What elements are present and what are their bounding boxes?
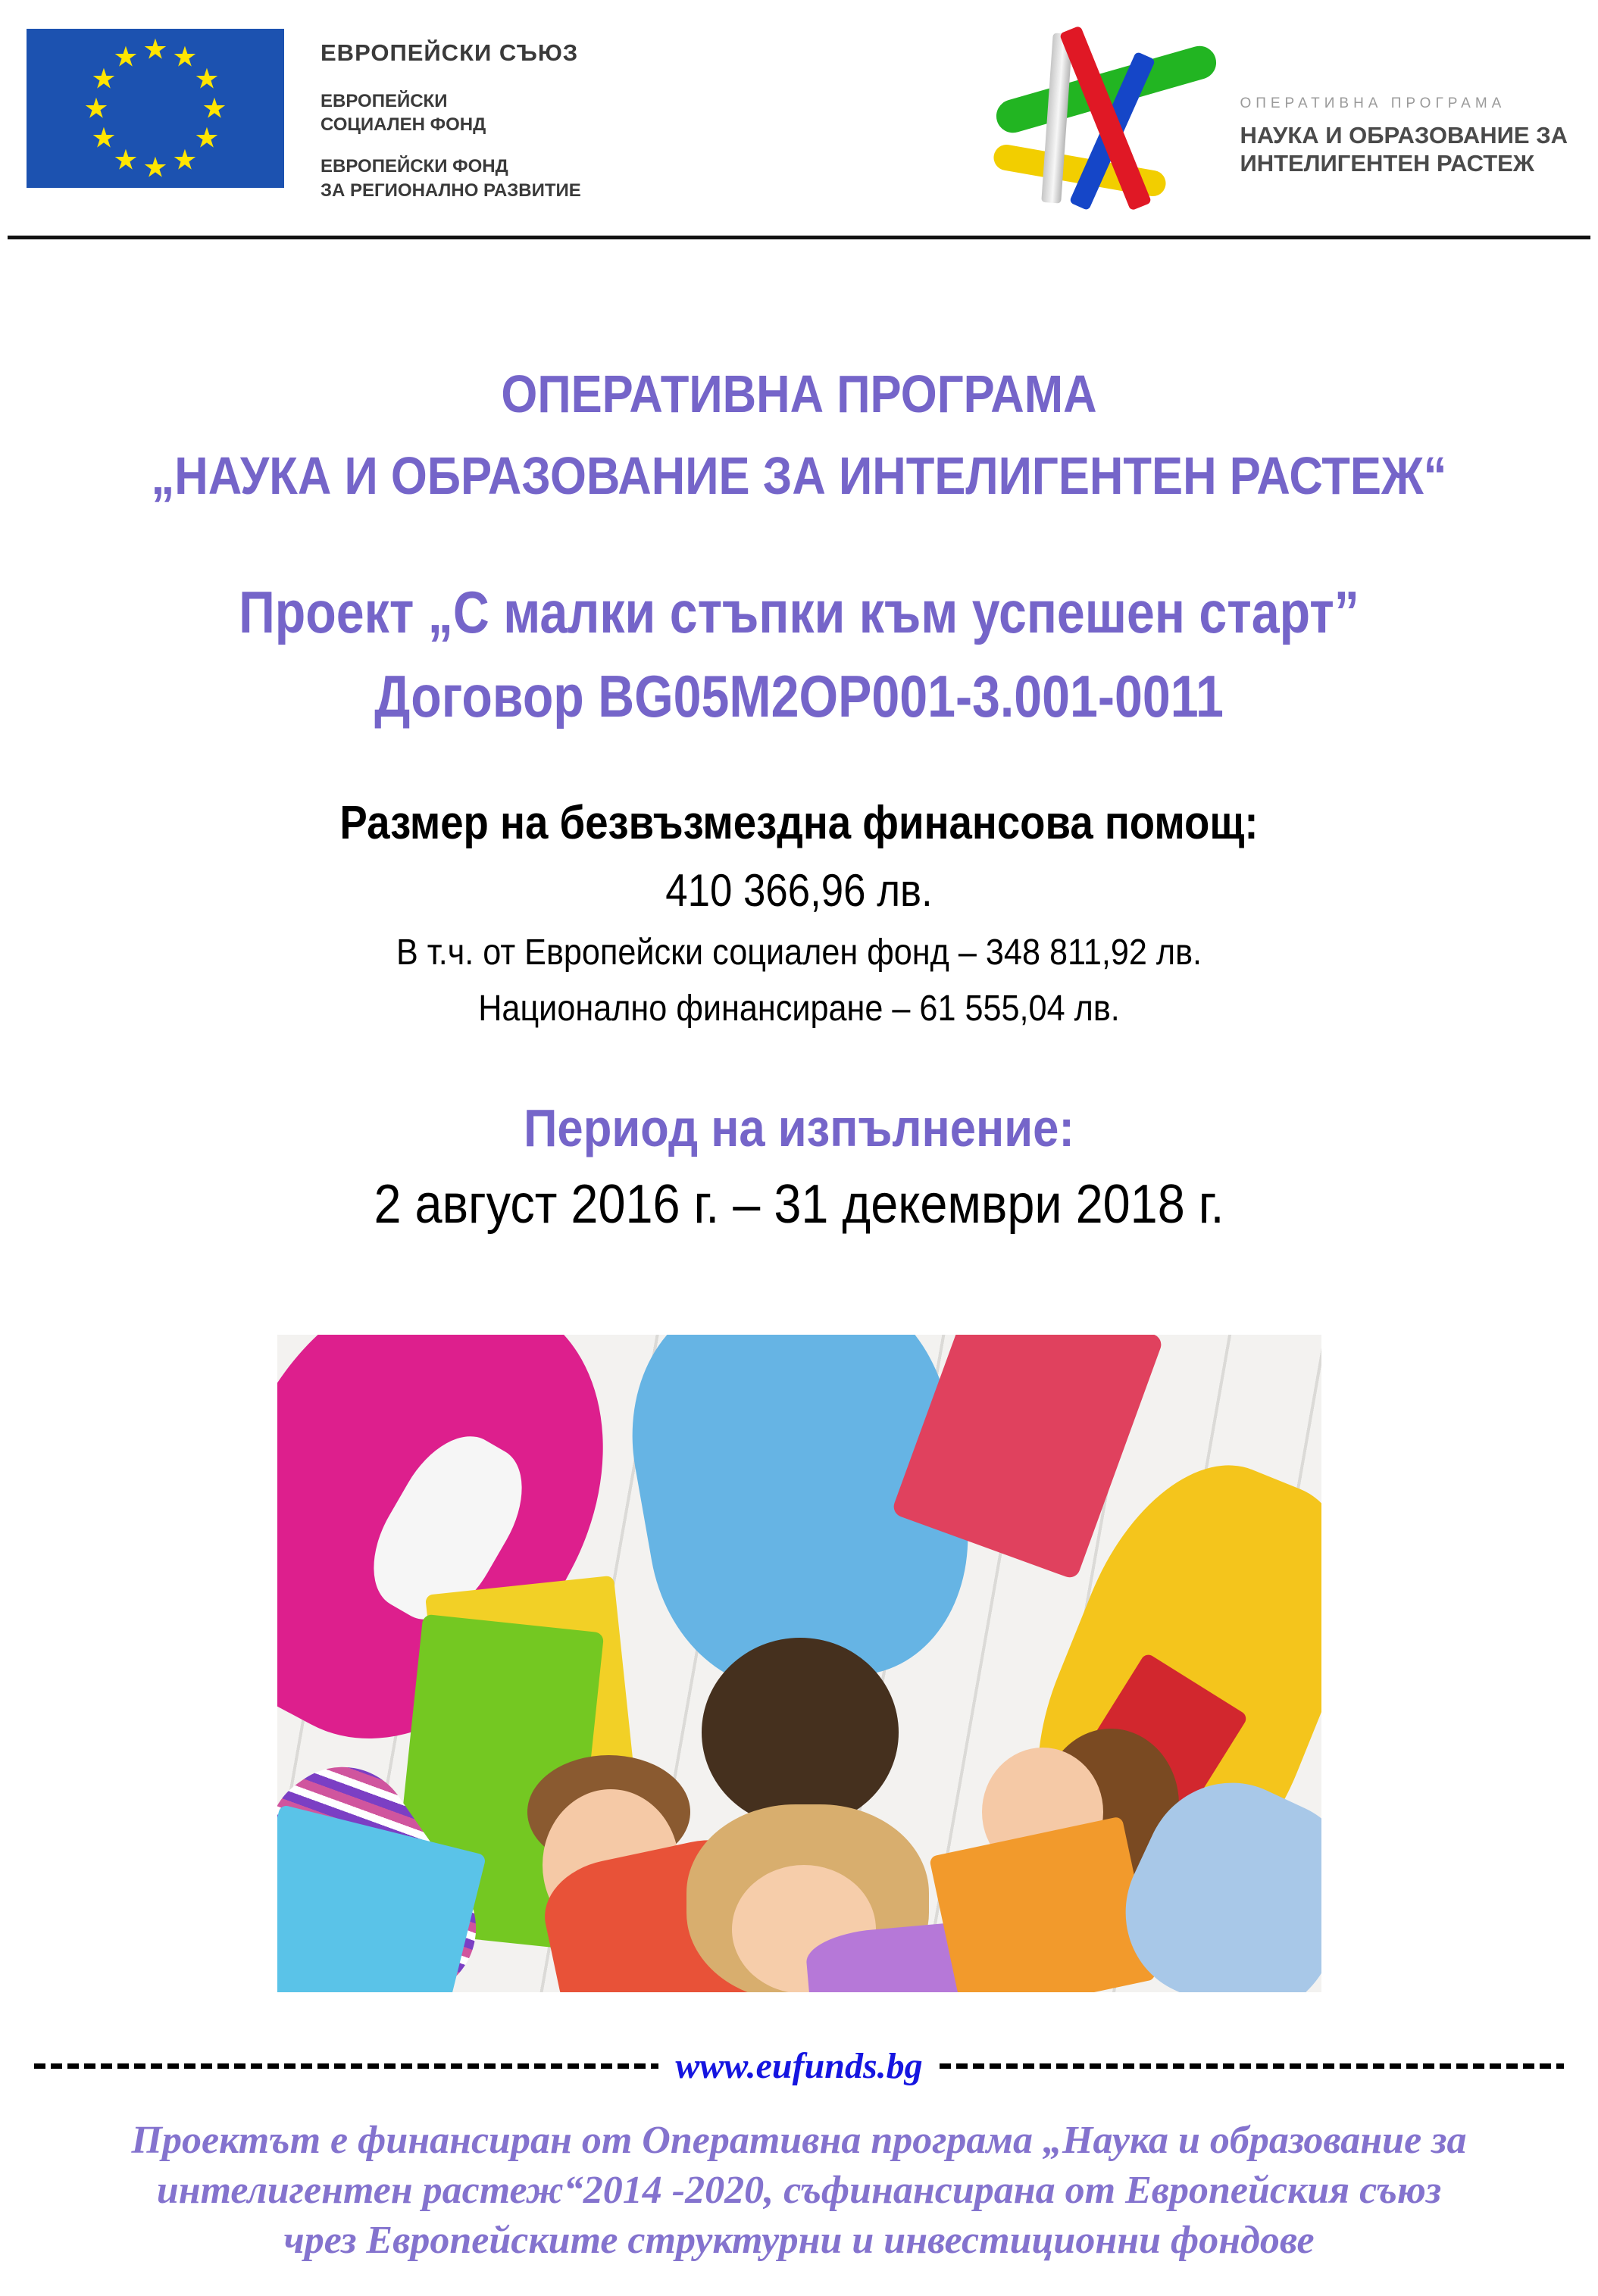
op-title-line1: НАУКА И ОБРАЗОВАНИЕ ЗА <box>1240 122 1568 148</box>
eu-logo-block <box>27 29 581 220</box>
star-icon: ★ <box>194 122 220 154</box>
photo-orange-book <box>928 1816 1156 1993</box>
page-title-line1: ОПЕРАТИВНА ПРОГРАМА <box>501 364 1097 423</box>
eu-flag <box>27 29 284 188</box>
star-icon: ★ <box>194 63 220 95</box>
eu-social-fund-line1: ЕВРОПЕЙСКИ <box>321 91 448 111</box>
period-heading: Период на изпълнение: <box>524 1098 1074 1157</box>
funding-note <box>0 2116 1598 2266</box>
funding-note-line2: интелигентен растеж“2014 -2020, съфинансирана от Европейския съюз <box>156 2169 1442 2213</box>
star-icon: ★ <box>172 41 198 73</box>
dashed-line-right <box>940 2063 1564 2069</box>
eufunds-link[interactable]: www.eufunds.bg <box>675 2046 923 2087</box>
eu-regional-fund-label <box>321 155 581 201</box>
photo-dark-hair <box>702 1638 899 1827</box>
op-logo-block <box>1002 29 1568 207</box>
star-icon: ★ <box>83 92 109 124</box>
period-dates: 2 август 2016 г. – 31 декември 2018 г. <box>374 1173 1224 1235</box>
eu-funds-labels <box>321 39 581 220</box>
project-heading <box>120 570 1478 739</box>
star-icon: ★ <box>113 41 139 73</box>
star-icon: ★ <box>91 63 117 95</box>
project-name: Проект „С малки стъпки към успешен старт” <box>239 578 1359 645</box>
header <box>0 0 1598 220</box>
eu-social-fund-line2: СОЦИАЛЕН ФОНД <box>321 114 486 136</box>
eu-social-fund-label <box>321 89 581 136</box>
star-icon: ★ <box>91 122 117 154</box>
op-title-line2: ИНТЕЛИГЕНТЕН РАСТЕЖ <box>1240 150 1534 177</box>
funding-note-line3: чрез Европейските структурни и инвестиционни фондове <box>283 2219 1315 2263</box>
eu-union-label: ЕВРОПЕЙСКИ СЪЮЗ <box>321 39 579 66</box>
grant-total-amount: 410 366,96 лв. <box>665 865 933 917</box>
star-icon: ★ <box>142 152 168 183</box>
header-divider <box>8 236 1590 239</box>
dashed-line-left <box>34 2063 658 2069</box>
star-icon: ★ <box>202 92 227 124</box>
project-contract: Договор BG05M2OP001-3.001-0011 <box>374 662 1224 729</box>
grant-national-amount: Национално финансиране – 61 555,04 лв. <box>478 989 1120 1029</box>
op-kicker-label: ОПЕРАТИВНА ПРОГРАМА <box>1240 95 1506 111</box>
grant-esf-amount: В т.ч. от Европейски социален фонд – 348 811,92 лв. <box>396 932 1202 973</box>
star-icon: ★ <box>172 144 198 176</box>
eu-regional-fund-line1: ЕВРОПЕЙСКИ ФОНД <box>321 156 508 177</box>
op-ribbons-icon <box>1002 29 1229 207</box>
page-title <box>96 353 1503 517</box>
eu-regional-fund-line2: ЗА РЕГИОНАЛНО РАЗВИТИЕ <box>321 180 581 201</box>
grant-heading: Размер на безвъзмездна финансова помощ: <box>339 797 1259 850</box>
star-icon: ★ <box>142 33 168 65</box>
grant-section <box>0 791 1598 1038</box>
page-title-line2: „НАУКА И ОБРАЗОВАНИЕ ЗА ИНТЕЛИГЕНТЕН РАСТЕЖ“ <box>151 446 1447 506</box>
op-logo-text <box>1240 95 1568 177</box>
funding-note-line1: Проектът е финансиран от Оперативна програма „Наука и образование за <box>131 2119 1467 2163</box>
children-photo <box>277 1335 1321 1992</box>
footer-separator <box>34 2045 1564 2087</box>
star-icon: ★ <box>113 144 139 176</box>
